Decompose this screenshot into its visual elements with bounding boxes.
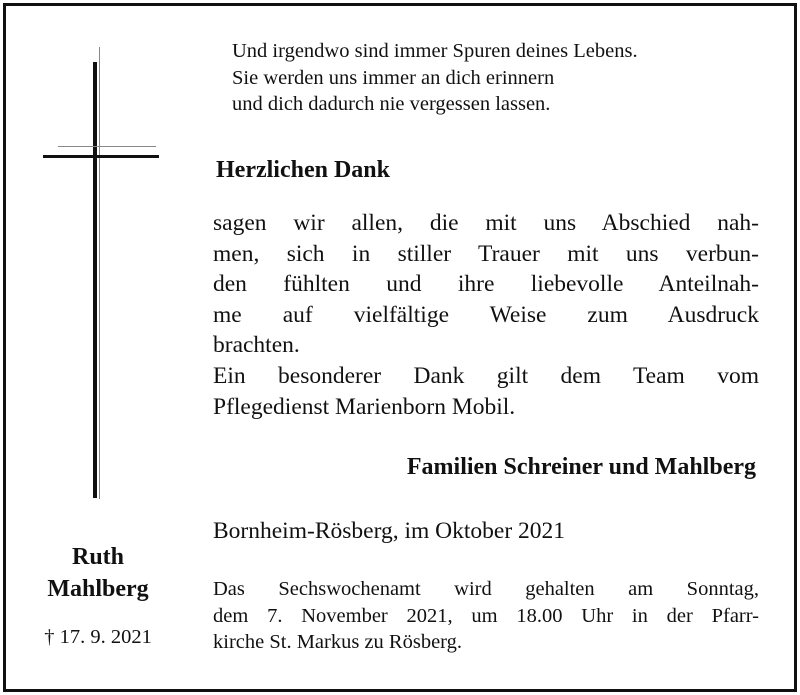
cross-vertical-shadow	[99, 47, 100, 499]
notice-line: Das Sechswochenamt wird gehalten am Sonntag,	[213, 578, 759, 600]
thanks-line: me auf vielfältige Weise zum Ausdruck	[213, 301, 759, 328]
quote-line: Sie werden uns immer an dich erinnern	[232, 66, 555, 89]
thanks-line: Pflegedienst Marienborn Mobil.	[213, 393, 516, 420]
notice-line: kirche St. Markus zu Rösberg.	[213, 631, 463, 653]
mass-notice	[213, 576, 759, 656]
quote-line: Und irgendwo sind immer Spuren deines Lebens.	[232, 40, 638, 62]
notice-line: dem 7. November 2021, um 18.00 Uhr in der Pfarr-	[213, 604, 759, 627]
death-date: † 17. 9. 2021	[44, 626, 152, 648]
quote-line: und dich dadurch nie vergessen lassen.	[232, 93, 551, 115]
cross-icon	[93, 62, 97, 498]
family-signature: Familien Schreiner und Mahlberg	[406, 454, 756, 480]
thanks-line: sagen wir allen, die mit uns Abschied nah-	[213, 210, 759, 236]
thanks-heading: Herzlichen Dank	[216, 157, 390, 183]
thanks-line: den fühlten und ihre liebevolle Anteilnah-	[213, 271, 759, 298]
thanks-text	[213, 208, 759, 422]
place-date: Bornheim-Rösberg, im Oktober 2021	[213, 518, 566, 544]
deceased-last-name: Mahlberg	[47, 576, 149, 602]
deceased-first-name: Ruth	[71, 544, 125, 570]
cross-horizontal-shadow	[58, 146, 156, 147]
thanks-line: Ein besonderer Dank gilt dem Team vom	[213, 362, 759, 389]
memorial-quote	[232, 38, 638, 118]
thanks-line: brachten.	[213, 332, 300, 359]
cross-horizontal-bar	[43, 155, 159, 158]
thanks-line: men, sich in stiller Trauer mit uns verbun-	[213, 240, 759, 267]
